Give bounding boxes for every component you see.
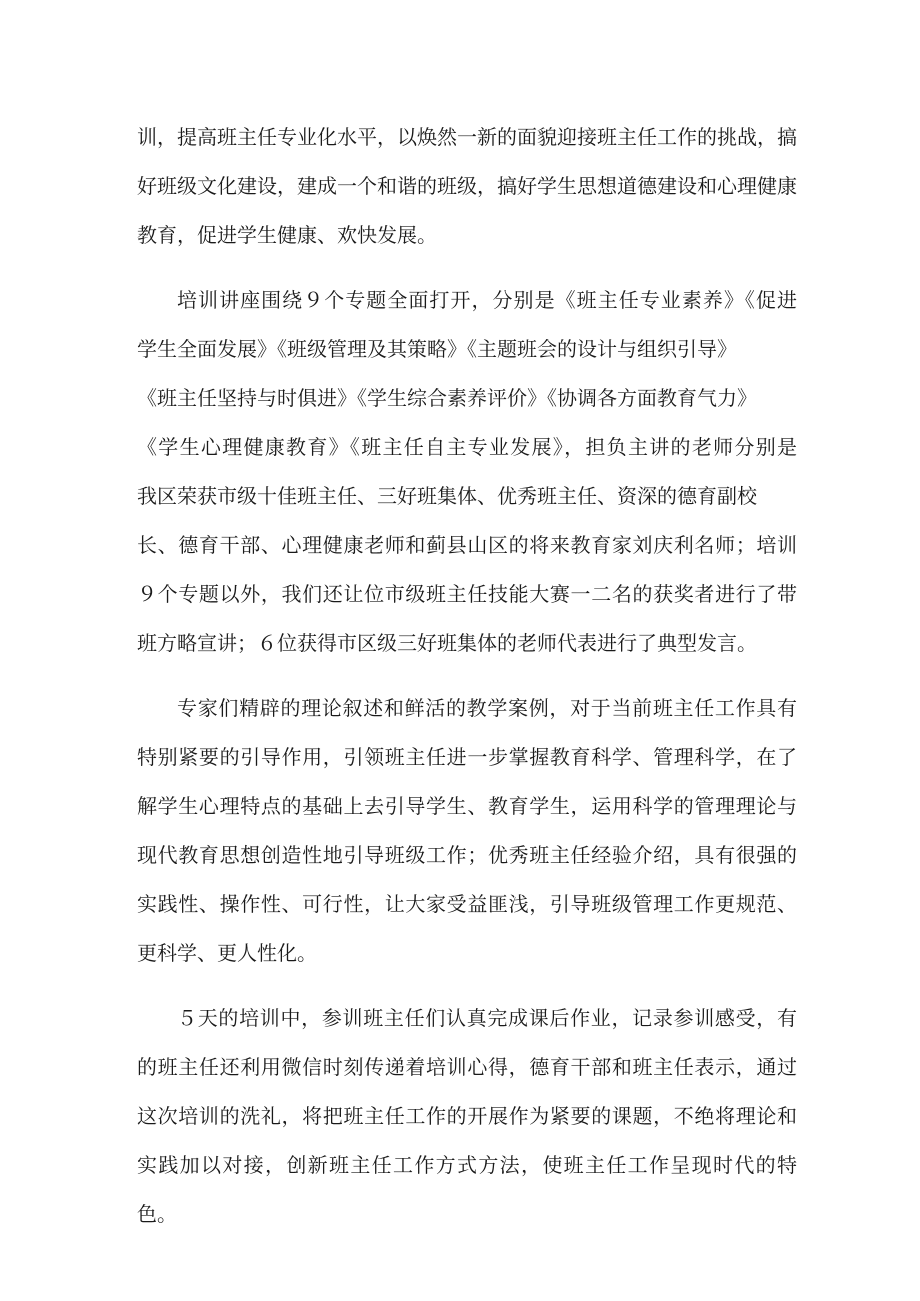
paragraph-1 [137,113,797,260]
text-line: ５天的培训中，参训班主任们认真完成课后作业，记录参训感受，有 [177,1006,797,1030]
text-line: 特别紧要的引导作用，引领班主任进一步掌握教育科学、管理科学，在了 [137,745,797,769]
text-line: 实践加以对接，创新班主任工作方式方法，使班主任工作呈现时代的特 [137,1153,797,1177]
paragraph-2 [137,276,797,668]
text-line: 长、德育干部、心理健康老师和蓟县山区的将来教育家刘庆利名师；培训 [137,533,797,557]
text-line: 实践性、操作性、可行性，让大家受益匪浅，引导班级管理工作更规范、 [137,892,797,916]
text-line: 训，提高班主任专业化水平，以焕然一新的面貌迎接班主任工作的挑战，搞 [137,125,797,149]
text-line: 培训讲座围绕９个专题全面打开，分别是《班主任专业素养》《促进 [177,288,797,312]
text-line: 《班主任坚持与时俱进》《学生综合素养评价》《协调各方面教育气力》 [137,386,757,410]
text-line: 我区荣获市级十佳班主任、三好班集体、优秀班主任、资深的德育副校 [137,484,757,508]
text-line: 现代教育思想创造性地引导班级工作；优秀班主任经验介绍，具有很强的 [137,843,797,867]
text-line: 学生全面发展》《班级管理及其策略》《主题班会的设计与组织引导》 [137,337,737,361]
text-line: 教育，促进学生健康、欢快发展。 [137,223,437,247]
text-line: 《学生心理健康教育》《班主任自主专业发展》，担负主讲的老师分别是 [137,435,797,459]
text-line: 解学生心理特点的基础上去引导学生、教育学生，运用科学的管理理论与 [137,794,797,818]
document-body [137,113,797,1239]
text-line: 专家们精辟的理论叙述和鲜活的教学案例，对于当前班主任工作具有 [177,696,797,720]
paragraph-4 [137,994,797,1239]
text-line: 这次培训的洗礼，将把班主任工作的开展作为紧要的课题，不绝将理论和 [137,1104,797,1128]
paragraph-3 [137,684,797,978]
text-line: ９个专题以外，我们还让位市级班主任技能大赛一二名的获奖者进行了带 [137,582,797,606]
text-line: 色。 [137,1202,177,1226]
text-line: 更科学、更人性化。 [137,941,317,965]
text-line: 的班主任还利用微信时刻传递着培训心得，德育干部和班主任表示，通过 [137,1055,797,1079]
text-line: 好班级文化建设，建成一个和谐的班级，搞好学生思想道德建设和心理健康 [137,174,797,198]
text-line: 班方略宣讲；６位获得市区级三好班集体的老师代表进行了典型发言。 [137,631,757,655]
